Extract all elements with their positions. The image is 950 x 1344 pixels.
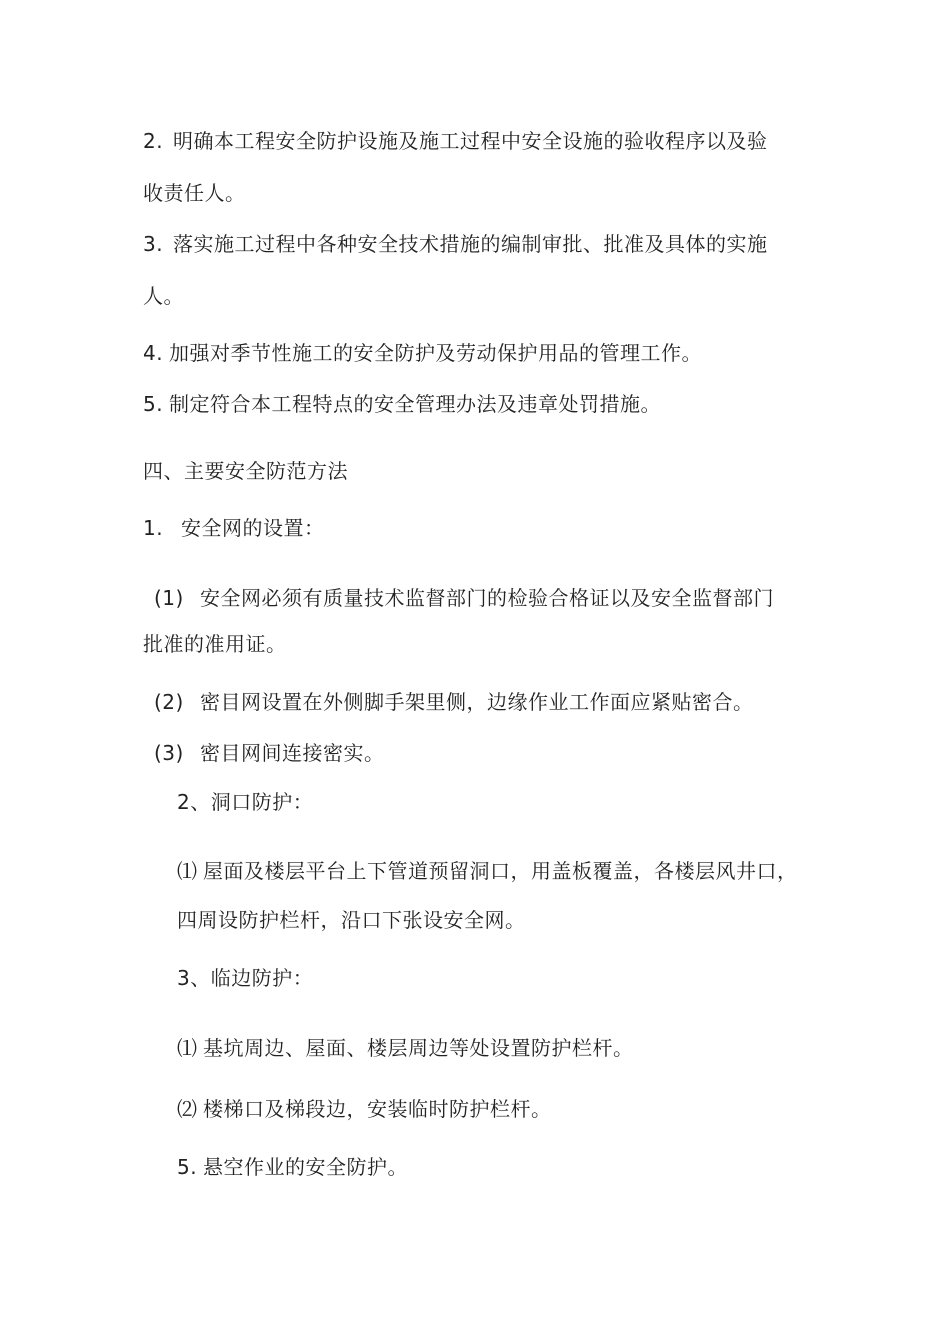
- item-number: ⑴: [177, 859, 198, 883]
- item-2-line-1: [143, 127, 768, 155]
- subitem-2: [154, 688, 754, 716]
- section-heading: [143, 457, 348, 485]
- item-number: (3): [154, 741, 184, 765]
- item-number: (2): [154, 690, 184, 714]
- paragraph-text: 明确本工程安全防护设施及施工过程中安全设施的验收程序以及验: [173, 129, 768, 153]
- item-number: 4.: [143, 341, 164, 365]
- paragraph-text: 制定符合本工程特点的安全管理办法及违章处罚措施。: [169, 392, 661, 416]
- paragraph-text: 收责任人。: [143, 181, 246, 205]
- paragraph-text: 批准的准用证。: [143, 632, 287, 656]
- heading-text: 3、临边防护：: [177, 966, 314, 990]
- edge-item-2: [177, 1095, 552, 1123]
- subitem-1-line-1: [154, 584, 774, 612]
- paragraph-text: 加强对季节性施工的安全防护及劳动保护用品的管理工作。: [169, 341, 702, 365]
- item-number: 1.: [143, 516, 164, 540]
- item-3-line-2: [143, 282, 184, 310]
- item-number: ⑴: [177, 1036, 198, 1060]
- item-5: [143, 390, 661, 418]
- hole-protection-heading: [177, 788, 313, 816]
- paragraph-text: 四周设防护栏杆，沿口下张设安全网。: [177, 908, 526, 932]
- paragraph-text: 密目网间连接密实。: [200, 741, 385, 765]
- heading-text: 2、洞口防护：: [177, 790, 314, 814]
- item-number: 5.: [143, 392, 164, 416]
- hole-item-1-line-1: [177, 857, 798, 885]
- heading-text: 四、主要安全防范方法: [143, 459, 348, 483]
- paragraph-text: 基坑周边、屋面、楼层周边等处设置防护栏杆。: [203, 1036, 634, 1060]
- paragraph-text: 悬空作业的安全防护。: [203, 1155, 408, 1179]
- paragraph-text: 人。: [143, 284, 184, 308]
- hole-item-1-line-2: [177, 906, 526, 934]
- item-number: ⑵: [177, 1097, 198, 1121]
- item-2-line-2: [143, 179, 246, 207]
- paragraph-text: 屋面及楼层平台上下管道预留洞口，用盖板覆盖，各楼层风井口，: [203, 859, 798, 883]
- subitem-3: [154, 739, 385, 767]
- item-number: 2.: [143, 129, 164, 153]
- item-number: 3.: [143, 232, 164, 256]
- edge-item-1: [177, 1034, 634, 1062]
- item-number: (1): [154, 586, 184, 610]
- paragraph-text: 楼梯口及梯段边，安装临时防护栏杆。: [203, 1097, 552, 1121]
- item-number: 5.: [177, 1155, 198, 1179]
- item-5-suspended: [177, 1153, 408, 1181]
- paragraph-text: 安全网必须有质量技术监督部门的检验合格证以及安全监督部门: [200, 586, 774, 610]
- item-3-line-1: [143, 230, 768, 258]
- edge-protection-heading: [177, 964, 313, 992]
- paragraph-text: 安全网的设置：: [181, 516, 325, 540]
- item-1: [143, 514, 325, 542]
- subitem-1-line-2: [143, 630, 287, 658]
- item-4: [143, 339, 702, 367]
- paragraph-text: 落实施工过程中各种安全技术措施的编制审批、批准及具体的实施: [173, 232, 768, 256]
- paragraph-text: 密目网设置在外侧脚手架里侧，边缘作业工作面应紧贴密合。: [200, 690, 754, 714]
